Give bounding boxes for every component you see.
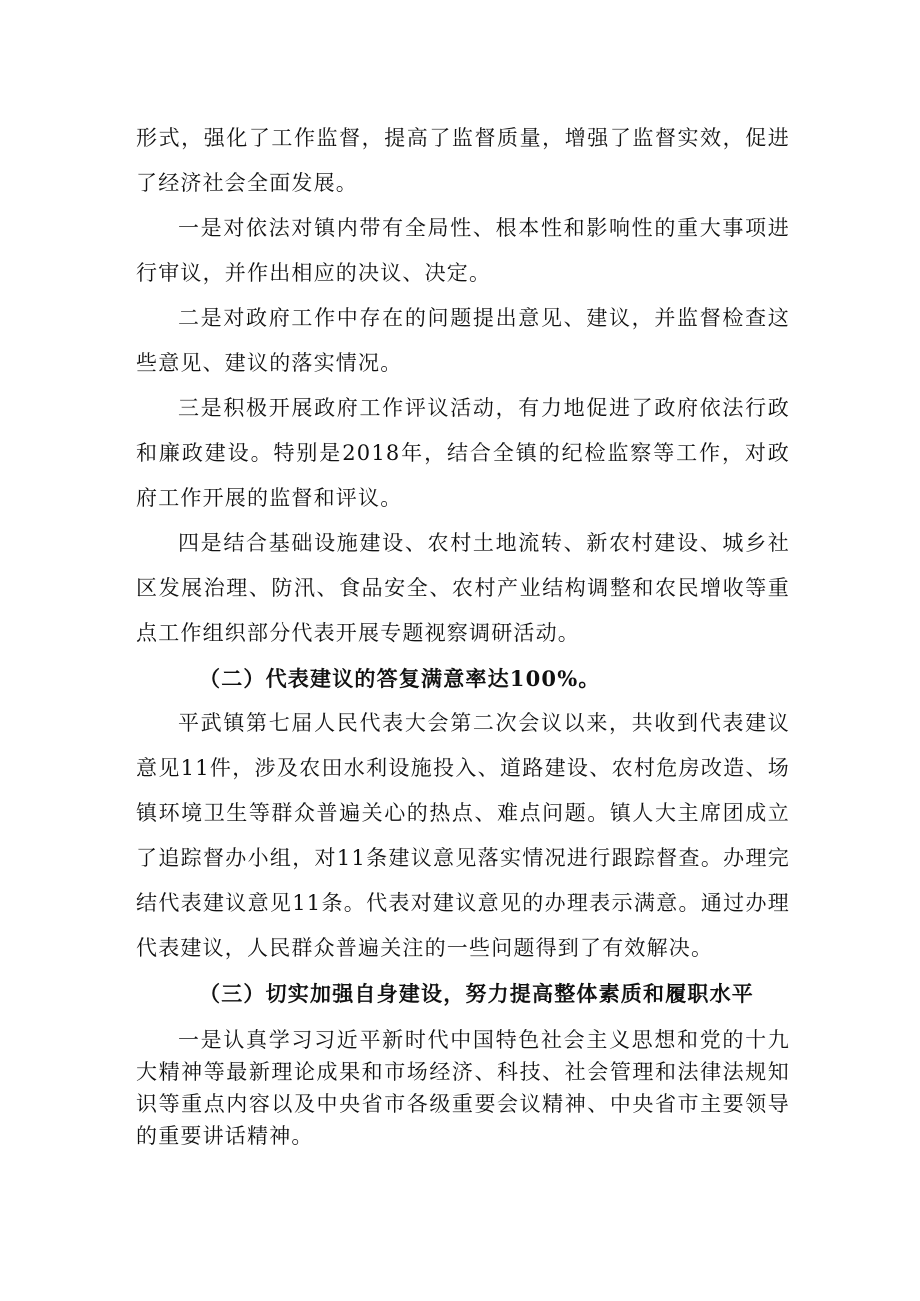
- paragraph-study: 一是认真学习习近平新时代中国特色社会主义思想和党的十九大精神等最新理论成果和市场经济、科技、社会管理和法律法规知识等重点内容以及中央省市各级重要会议精神、中央省市主要领导的重要讲话精神。: [136, 1028, 790, 1148]
- paragraph-item-three: 三是积极开展政府工作评议活动，有力地促进了政府依法行政和廉政建设。特别是2018年，结合全镇的纪检监察等工作，对政府工作开展的监督和评议。: [136, 396, 790, 510]
- section-heading-two: （二）代表建议的答复满意率达100%。: [199, 666, 601, 691]
- section-heading-three: （三）切实加强自身建设，努力提高整体素质和履职水平: [199, 981, 754, 1006]
- paragraph-item-one: 一是对依法对镇内带有全局性、根本性和影响性的重大事项进行审议，并作出相应的决议、决定。: [136, 216, 790, 285]
- paragraph-continuation: 形式，强化了工作监督，提高了监督质量，增强了监督实效，促进了经济社会全面发展。: [136, 126, 790, 195]
- paragraph-item-four: 四是结合基础设施建设、农村土地流转、新农村建设、城乡社区发展治理、防汛、食品安全、农村产业结构调整和农民增收等重点工作组织部分代表开展专题视察调研活动。: [136, 531, 790, 645]
- paragraph-suggestions: 平武镇第七届人民代表大会第二次会议以来，共收到代表建议意见11件，涉及农田水利设施投入、道路建设、农村危房改造、场镇环境卫生等群众普遍关心的热点、难点问题。镇人大主席团成立了追踪督办小组，对11条建议意见落实情况进行跟踪督查。办理完结代表建议意见11条。代表对建议意见的办理表示满意。通过办理代表建议，人民群众普遍关注的一些问题得到了有效解决。: [136, 711, 790, 960]
- document-body: [136, 116, 790, 1152]
- paragraph-item-two: 二是对政府工作中存在的问题提出意见、建议，并监督检查这些意见、建议的落实情况。: [136, 306, 790, 375]
